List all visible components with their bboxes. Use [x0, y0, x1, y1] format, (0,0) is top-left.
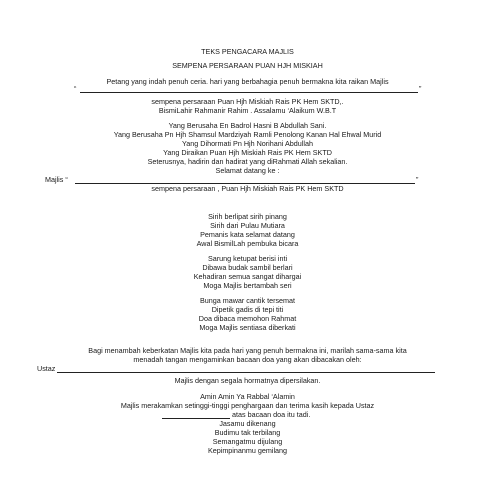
majlis-label: Majlis “ — [45, 175, 68, 184]
pantun-line: Bunga mawar cantik tersemat — [199, 296, 296, 305]
pantun-line: Moga Majlis bertambah seri — [203, 281, 292, 290]
welcome-occasion: sempena persaraan , Puan Hjh Miskiah Rais PK Hem SKTD — [151, 184, 344, 193]
guest-line: Yang Dihormati Pn Hjh Norihani Abdullah — [182, 139, 313, 148]
document-subtitle: SEMPENA PERSARAAN PUAN HJH MISKIAH — [172, 61, 323, 70]
pantun-line: Dibawa budak sambil berlari — [202, 263, 293, 272]
pantun-line: Doa dibaca memohon Rahmat — [198, 314, 297, 323]
closing-pantun-line: Kepimpinanmu gemilang — [207, 446, 288, 455]
amin-line: Amin Amin Ya Rabbal ‘Alamin — [200, 392, 295, 401]
opening-occasion: sempena persaraan Puan Hjh Miskiah Rais PK Hem SKTD,. — [151, 97, 344, 106]
quote-open: “ — [74, 84, 77, 93]
doa-text: Bagi menambah keberkatan Majlis kita pada hari yang penuh bermakna ini, marilah sama-sama kita — [88, 346, 407, 355]
doa-invite: Majlis dengan segala hormatnya dipersilakan. — [174, 376, 321, 385]
reading-line: atas bacaan doa itu tadi. — [232, 410, 311, 419]
pantun-line: Sirih berlipat sirih pinang — [208, 212, 287, 221]
closing-pantun-line: Jasamu dikenang — [219, 419, 276, 428]
pantun-line: Pemanis kata selamat datang — [200, 230, 295, 239]
pantun-line: Sarung ketupat berisi inti — [207, 254, 288, 263]
guest-line: Yang Berusaha En Badrol Hasni B Abdullah Sani. — [168, 121, 327, 130]
pantun-line: Awal BismilLah pembuka bicara — [196, 239, 299, 248]
guest-line: Yang Berusaha Pn Hjh Shamsul Mardziyah Ramli Penolong Kanan Hal Ehwal Murid — [113, 130, 382, 139]
guest-line: Yang Diraikan Puan Hjh Miskiah Rais PK Hem SKTD — [163, 148, 332, 157]
pantun-line: Dipetik gadis di tepi titi — [211, 305, 284, 314]
closing-pantun-line: Semangatmu dijulang — [212, 437, 283, 446]
quote-close: ” — [416, 175, 419, 184]
ustaz-name-blank — [57, 372, 435, 373]
welcome-text: Selamat datang ke : — [215, 166, 280, 175]
ustaz-label: Ustaz — [37, 364, 56, 373]
document-title: TEKS PENGACARA MAJLIS — [201, 47, 294, 56]
bismillah: BismiLahir Rahmanir Rahim . Assalamu ‘Alaikum W.B.T — [158, 106, 337, 115]
thanks-line: Majlis merakamkan setinggi-tinggi penghargaan dan terima kasih kepada Ustaz — [120, 401, 375, 410]
guest-line: Seterusnya, hadirin dan hadirat yang diRahmati Allah sekalian. — [147, 157, 348, 166]
pantun-line: Sirih dari Pulau Mutiara — [210, 221, 285, 230]
quote-close: ” — [419, 84, 422, 93]
pantun-line: Kehadiran semua sangat dihargai — [193, 272, 302, 281]
pantun-line: Moga Majlis sentiasa diberkati — [199, 323, 296, 332]
closing-pantun-line: Budimu tak terbilang — [214, 428, 281, 437]
opening-greeting: Petang yang indah penuh ceria. hari yang berbahagia penuh bermakna kita raikan Majlis — [106, 77, 389, 86]
doa-text: menadah tangan mengaminkan bacaan doa yang akan dibacakan oleh: — [133, 355, 362, 364]
majlis-name-blank — [80, 92, 418, 93]
